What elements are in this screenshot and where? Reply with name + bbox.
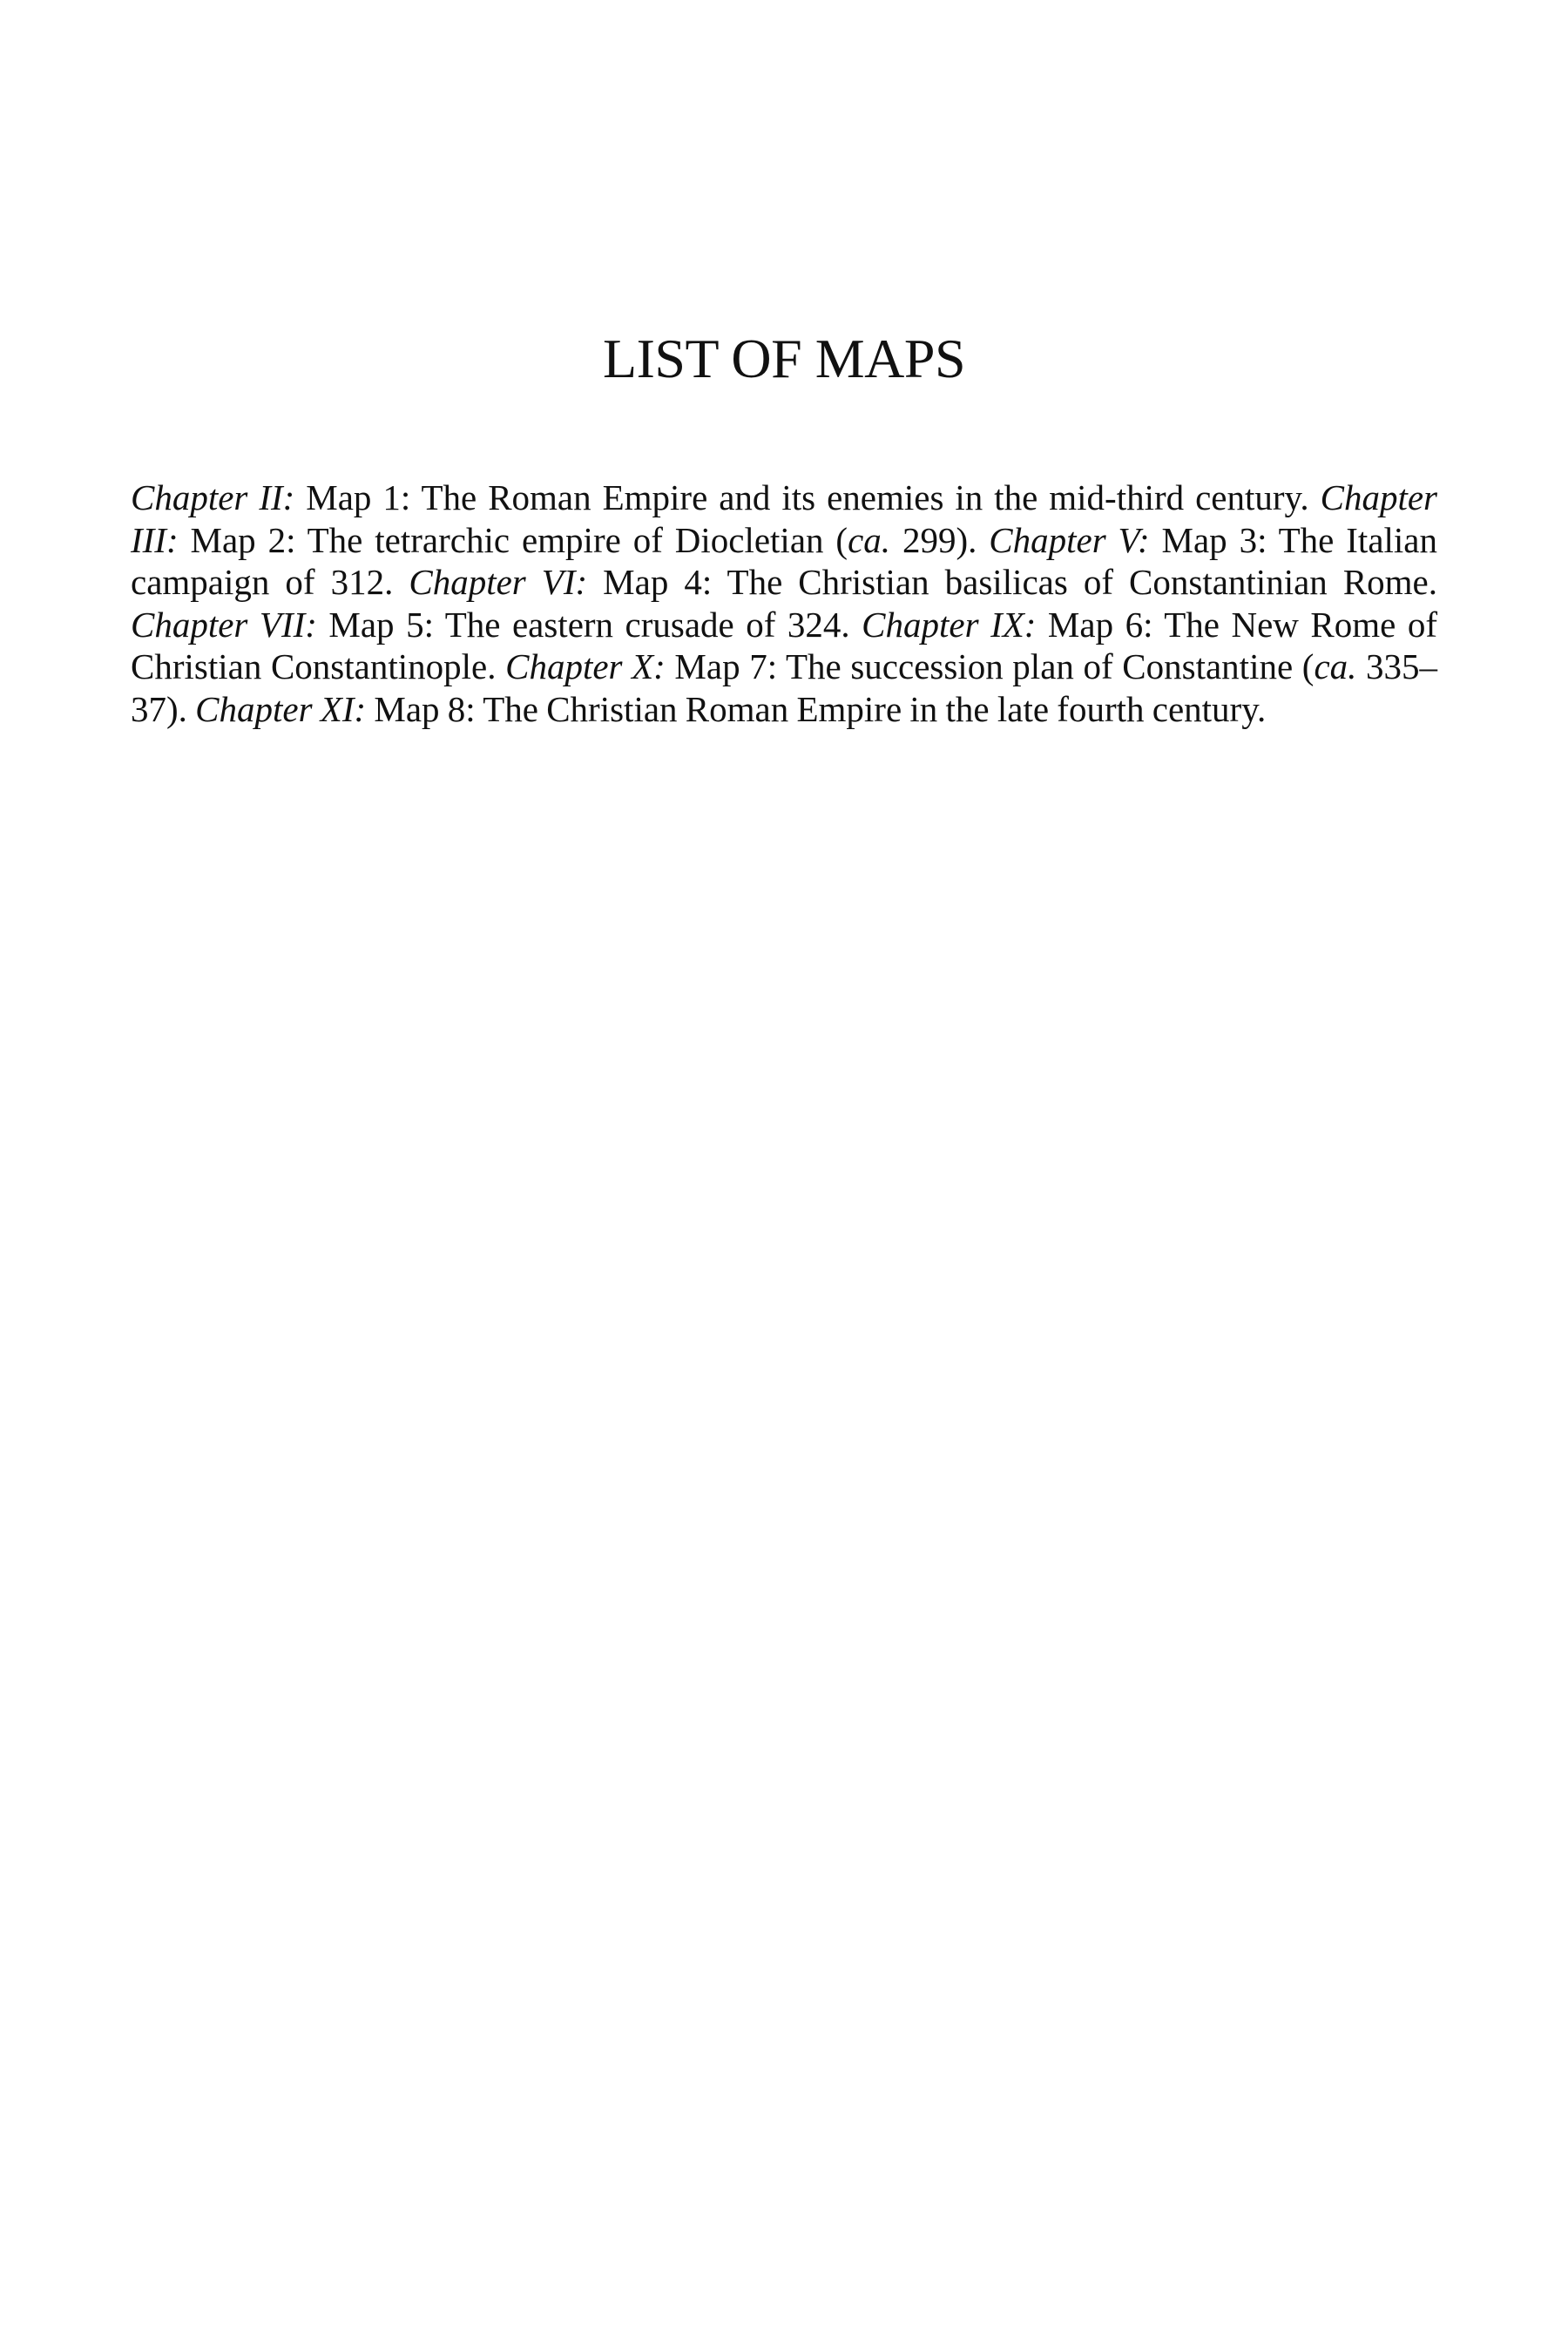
map-caption-tail: 299). <box>890 519 990 560</box>
map-entry <box>409 562 1437 602</box>
chapter-label: Chapter IX: <box>862 604 1037 645</box>
map-caption: Map 4: The Christian basilicas of Constantinian Rome. <box>587 562 1438 602</box>
chapter-label: Chapter VII: <box>131 604 317 645</box>
chapter-label: Chapter II: <box>131 477 295 517</box>
chapter-label: Chapter X: <box>505 646 666 686</box>
circa-abbrev: ca. <box>848 519 891 560</box>
map-caption: Map 8: The Christian Roman Empire in the late fourth century. <box>366 688 1267 729</box>
map-caption-tail: 335–37). <box>131 646 1438 729</box>
map-caption: Map 1: The Roman Empire and its enemies in the mid-third century. <box>294 477 1321 517</box>
circa-abbrev: ca. <box>1314 646 1357 686</box>
chapter-label: Chapter III: <box>131 477 1437 560</box>
maps-list-paragraph <box>131 476 1437 730</box>
map-caption: Map 2: The tetrarchic empire of Diocletian ( <box>178 519 848 560</box>
map-entry <box>131 477 1321 517</box>
map-caption: Map 7: The succession plan of Constantine ( <box>665 646 1315 686</box>
chapter-label: Chapter XI: <box>195 688 367 729</box>
page-title: LIST OF MAPS <box>602 328 966 389</box>
chapter-label: Chapter V: <box>989 519 1150 560</box>
map-caption: Map 5: The eastern crusade of 324. <box>316 604 862 645</box>
chapter-label: Chapter VI: <box>409 562 588 602</box>
map-entry <box>131 605 862 645</box>
map-caption: Map 3: The Italian campaign of 312. <box>131 519 1437 602</box>
map-entry <box>195 689 1266 729</box>
map-caption: Map 6: The New Rome of Christian Constantinople. <box>131 604 1437 686</box>
